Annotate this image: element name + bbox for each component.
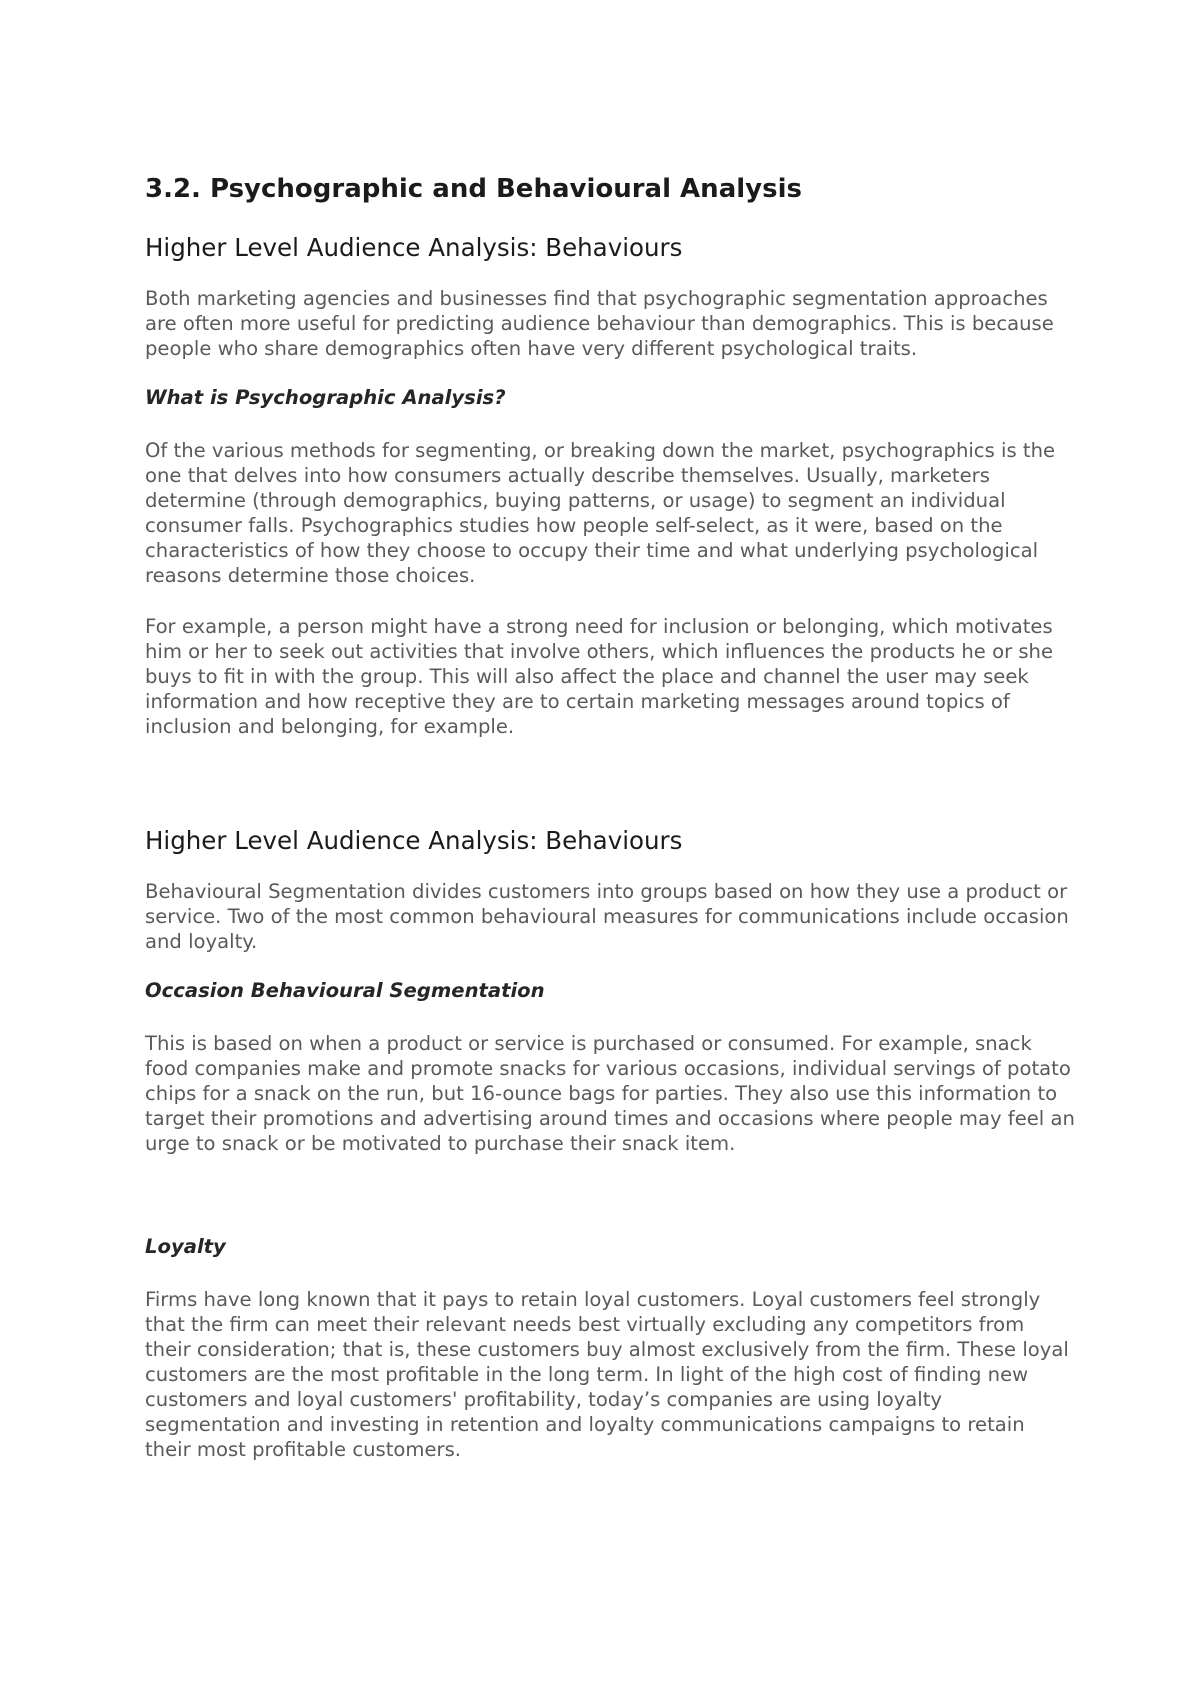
- document-title: 3.2. Psychographic and Behavioural Analysis: [145, 174, 802, 204]
- loyalty-paragraph: Firms have long known that it pays to retain loyal customers. Loyal customers feel strongly that the firm can meet their relevant needs best virtually excluding any competitors from their consideration; that is, these customers buy almost exclusively from the firm. These loyal customers are the most profitable in the long term. In light of the high cost of finding new customers and loyal customers' profitability, today’s companies are using loyalty segmentation and investing in retention and loyalty communications campaigns to retain their most profitable customers.: [145, 1288, 1069, 1461]
- section2-heading: Higher Level Audience Analysis: Behaviours: [145, 826, 683, 855]
- psychographic-paragraph-2: For example, a person might have a strong need for inclusion or belonging, which motivates him or her to seek out activities that involve others, which influences the products he or she buys to fit in with the group. This will also affect the place and channel the user may seek information and how receptive they are to certain marketing messages around topics of inclusion and belonging, for example.: [145, 615, 1054, 738]
- psychographic-paragraph-1: Of the various methods for segmenting, or breaking down the market, psychographics is the one that delves into how consumers actually describe themselves. Usually, marketers determine (through demographics, buying patterns, or usage) to segment an individual consumer falls. Psychographics studies how people self-select, as it were, based on the characteristics of how they choose to occupy their time and what underlying psychological reasons determine those choices.: [145, 439, 1056, 587]
- psychographic-analysis-subheading: What is Psychographic Analysis?: [145, 386, 506, 409]
- section1-intro-paragraph: Both marketing agencies and businesses find that psychographic segmentation approaches are often more useful for predicting audience behaviour than demographics. This is because people who share demographics often have very different psychological traits.: [145, 287, 1054, 360]
- loyalty-subheading: Loyalty: [145, 1235, 226, 1258]
- document-page: [145, 172, 1075, 1462]
- occasion-segmentation-subheading: Occasion Behavioural Segmentation: [145, 979, 545, 1002]
- section2-intro-paragraph: Behavioural Segmentation divides customers into groups based on how they use a product or service. Two of the most common behavioural measures for communications include occasion and loyalty.: [145, 880, 1069, 953]
- occasion-segmentation-paragraph: This is based on when a product or service is purchased or consumed. For example, snack food companies make and promote snacks for various occasions, individual servings of potato chips for a snack on the run, but 16-ounce bags for parties. They also use this information to target their promotions and advertising around times and occasions where people may feel an urge to snack or be motivated to purchase their snack item.: [145, 1032, 1075, 1155]
- section1-heading: Higher Level Audience Analysis: Behaviours: [145, 233, 683, 262]
